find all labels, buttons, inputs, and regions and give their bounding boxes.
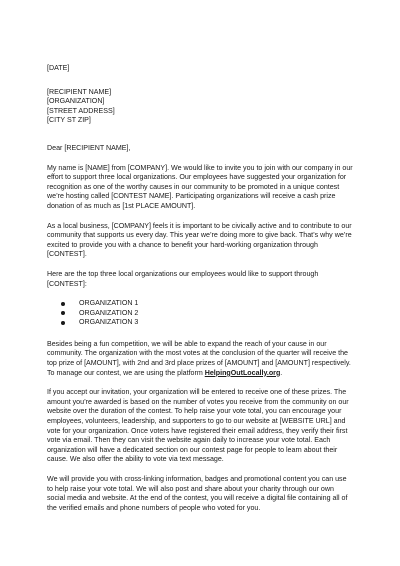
paragraph-organizations-intro: Here are the top three local organizations our employees would like to support through [CONTEST]: [47,269,319,288]
list-item [61,309,353,319]
bullet-icon [61,321,65,325]
paragraph-community: As a local business, [COMPANY] feels it is important to be civically active and to contribute to our community that supports us every day. This year we’re doing more to give back. That’s why we’re excited to provide you with a chance to benefit your hard-working organization through [CONTEST]. [47,221,352,259]
salutation: Dear [RECIPIENT NAME], [47,143,131,152]
date-line: [DATE] [47,64,70,72]
bullet-icon [61,302,65,306]
recipient-name: [RECIPIENT NAME] [47,87,112,96]
organization-list [47,299,353,328]
organization-name: ORGANIZATION 2 [79,308,139,317]
paragraph-intro: My name is [NAME] from [COMPANY]. We would like to invite you to join with our company in our effort to support three local organizations. Our employees have suggested your organization for recognition as one of the worthy causes in our community to be promoted in a unique contest we’re hosting called [CONTEST NAME]. Participating organizations will receive a cash prize donation of as much as [1st PLACE AMOUNT]. [47,163,353,210]
recipient-address [47,88,353,126]
list-item [61,318,353,328]
paragraph-prizes [47,340,353,378]
organization-name: ORGANIZATION 1 [79,299,139,308]
paragraph-voting: If you accept our invitation, your organization will be entered to receive one of these prizes. The amount you’re awarded is based on the number of votes you receive from the community on our website over the duration of the contest. To help raise your vote total, you can encourage your employees, volunteers, leadership, and supporters to go to our website at [WEBSITE URL] and vote for your organization. Once voters have registered their email address, they verify their first vote via email. Then they can visit the website again daily to increase your vote total. Each organization will have a dedicated section on our contest page for people to learn about their cause. We also offer the ability to vote via text message. [47,388,349,464]
recipient-organization: [ORGANIZATION] [47,97,105,106]
recipient-city: [CITY ST ZIP] [47,116,91,125]
organization-name: ORGANIZATION 3 [79,318,139,327]
bullet-icon [61,311,65,315]
paragraph-prizes-text: Besides being a fun competition, we will be able to expand the reach of your cause in our community. The organization with the most votes at the conclusion of the quarter will receive the top prize of [AMOUNT], with 2nd and 3rd place prizes of [AMOUNT] and [AMOUNT] respectively. To manage our contest, we are using the platform [47,339,351,377]
paragraph-prizes-end: . [280,368,283,377]
platform-link[interactable]: HelpingOutLocally.org [204,368,281,377]
recipient-street: [STREET ADDRESS] [47,106,115,115]
paragraph-promotion: We will provide you with cross-linking information, badges and promotional content you can use to help raise your vote total. We will also post and share about your charity through our own social media and website. At the end of the contest, you will receive a digital file containing all of the verified emails and phone numbers of people who voted for you. [47,475,348,512]
list-item [61,299,353,309]
